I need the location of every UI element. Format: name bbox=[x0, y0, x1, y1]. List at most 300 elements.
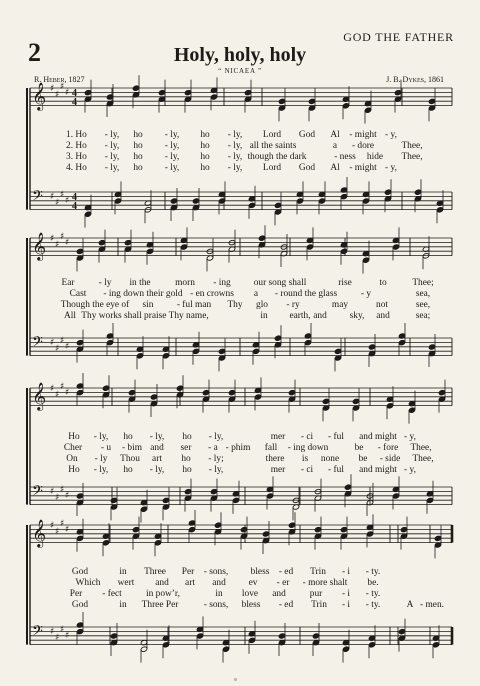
lyric-syllable: sky, bbox=[349, 311, 365, 321]
lyric-syllable: Thee, bbox=[412, 454, 434, 464]
lyric-syllable: ho bbox=[123, 432, 133, 442]
lyric-syllable: Thy bbox=[227, 300, 243, 310]
note-head bbox=[296, 198, 303, 204]
time-signature-top: 4 bbox=[72, 88, 77, 99]
note-head bbox=[322, 398, 329, 404]
lyric-syllable: - er bbox=[276, 578, 290, 588]
treble-clef: 𝄞 bbox=[32, 82, 47, 110]
lyric-syllable: 2. Ho bbox=[66, 141, 87, 151]
lyric-syllable: - ly, bbox=[104, 130, 120, 140]
note-head bbox=[202, 389, 209, 395]
lyric-syllable: All bbox=[64, 311, 76, 321]
lyric-syllable: - y, bbox=[385, 163, 397, 173]
lyric-syllable: Which bbox=[75, 578, 101, 588]
lyric-syllable: Al bbox=[330, 130, 340, 140]
note-head bbox=[394, 89, 401, 95]
sharp-sign: ♯ bbox=[60, 336, 65, 346]
note-head bbox=[184, 89, 191, 95]
lyric-syllable: and bbox=[272, 589, 286, 599]
lyric-syllable: and bbox=[150, 443, 164, 453]
lyric-syllable: not bbox=[376, 300, 388, 310]
lyric-syllable: 3. Ho bbox=[66, 152, 87, 162]
note-head bbox=[398, 339, 405, 345]
note-head bbox=[274, 202, 281, 208]
page-number: 2 bbox=[28, 38, 41, 67]
lyric-syllable: - ful bbox=[328, 465, 344, 475]
composer-credit: J. B. Dykes, 1861 bbox=[386, 75, 444, 84]
note-head bbox=[426, 497, 433, 503]
sharp-sign: ♯ bbox=[50, 487, 55, 497]
lyric-syllable: - ing down bbox=[287, 443, 329, 453]
note-head bbox=[392, 493, 399, 499]
lyric-syllable: Three Per bbox=[141, 600, 179, 610]
lyric-syllable: - u bbox=[100, 443, 112, 453]
note-head bbox=[106, 94, 113, 100]
note-head bbox=[288, 522, 295, 528]
lyric-syllable: mer bbox=[270, 432, 286, 442]
lyric-syllable: - ly, bbox=[164, 141, 180, 151]
note-head bbox=[76, 248, 83, 254]
sharp-sign: ♯ bbox=[65, 196, 70, 206]
lyric-syllable: - ly, bbox=[208, 432, 224, 442]
note-head bbox=[288, 389, 295, 395]
lyric-syllable: - ci bbox=[300, 432, 314, 442]
note-head bbox=[150, 394, 157, 400]
sharp-sign: ♯ bbox=[65, 238, 70, 248]
note-head bbox=[192, 348, 199, 354]
lyric-syllable: ho bbox=[133, 163, 143, 173]
lyric-syllable: - ry bbox=[286, 300, 300, 310]
lyric-syllable: be bbox=[358, 454, 368, 464]
lyric-syllable: all the saints bbox=[249, 141, 297, 151]
bass-clef: 𝄢 bbox=[32, 623, 43, 643]
lyric-syllable: bless bbox=[250, 567, 270, 577]
lyric-syllable: - ly, bbox=[208, 465, 224, 475]
note-head bbox=[106, 339, 113, 345]
lyric-syllable: and bbox=[376, 311, 390, 321]
note-head bbox=[110, 633, 117, 639]
lyric-syllable: pur bbox=[309, 589, 323, 599]
note-head bbox=[214, 522, 221, 528]
lyric-syllable: ho bbox=[133, 152, 143, 162]
composer-year: 1861 bbox=[428, 75, 444, 84]
note-head bbox=[102, 385, 109, 391]
lyric-syllable: art bbox=[185, 578, 195, 588]
lyric-syllable: Lord bbox=[262, 130, 282, 140]
lyric-syllable: - y, bbox=[404, 465, 416, 475]
note-head bbox=[140, 506, 147, 512]
lyric-syllable: - ly, bbox=[149, 432, 165, 442]
lyric-syllable: - round the glass bbox=[274, 289, 338, 299]
lyric-syllable: - ci bbox=[300, 465, 314, 475]
bass-clef: 𝄢 bbox=[32, 334, 43, 354]
note-head bbox=[76, 339, 83, 345]
lyric-syllable: God bbox=[298, 163, 316, 173]
note-head bbox=[110, 497, 117, 503]
note-head bbox=[308, 98, 315, 104]
note-head bbox=[436, 207, 443, 213]
lyric-syllable: ev bbox=[248, 578, 258, 588]
note-head bbox=[76, 389, 83, 395]
lyric-syllable: and bbox=[212, 578, 226, 588]
lyric-syllable: see, bbox=[415, 300, 431, 310]
lyric-syllable: rise bbox=[338, 278, 352, 288]
lyric-syllable: - might bbox=[349, 163, 377, 173]
lyric-syllable: fall bbox=[264, 443, 278, 453]
note-head bbox=[352, 398, 359, 404]
lyric-syllable: - ty. bbox=[365, 600, 381, 610]
composer-name: J. B. Dykes bbox=[386, 75, 424, 84]
sharp-sign: ♯ bbox=[50, 627, 55, 637]
note-head bbox=[84, 89, 91, 95]
lyric-syllable: Trin bbox=[310, 567, 326, 577]
lyric-syllable: and might bbox=[359, 465, 397, 475]
note-head bbox=[170, 198, 177, 204]
lyric-syllable: 4. Ho bbox=[66, 163, 87, 173]
lyric-syllable: Thee, bbox=[401, 141, 423, 151]
sharp-sign: ♯ bbox=[55, 527, 60, 537]
note-head bbox=[392, 244, 399, 250]
treble-clef: 𝄞 bbox=[32, 382, 47, 410]
lyric-syllable: hide bbox=[366, 152, 384, 162]
time-signature-bottom: 4 bbox=[72, 201, 77, 212]
note-head bbox=[438, 389, 445, 395]
lyric-syllable: - y, bbox=[385, 130, 397, 140]
lyric-syllable: - y, bbox=[404, 432, 416, 442]
note-head bbox=[340, 526, 347, 532]
note-head bbox=[252, 348, 259, 354]
lyric-syllable: - ly, bbox=[149, 465, 165, 475]
sharp-sign: ♯ bbox=[55, 344, 60, 354]
tune-name: “ NICAEA ” bbox=[218, 67, 262, 75]
note-head bbox=[428, 344, 435, 350]
lyric-syllable: morn bbox=[175, 278, 195, 288]
note-head bbox=[76, 493, 83, 499]
lyric-syllable: glo bbox=[256, 300, 268, 310]
sharp-sign: ♯ bbox=[50, 338, 55, 348]
note-head bbox=[258, 235, 265, 241]
lyric-syllable: - ly, bbox=[227, 141, 243, 151]
note-head bbox=[262, 531, 269, 537]
note-head bbox=[222, 646, 229, 652]
sharp-sign: ♯ bbox=[60, 519, 65, 529]
note-head bbox=[76, 535, 83, 541]
lyric-syllable: love bbox=[241, 589, 259, 599]
note-head bbox=[266, 493, 273, 499]
note-head bbox=[240, 526, 247, 532]
lyric-syllable: ser bbox=[180, 443, 192, 453]
note-head bbox=[76, 628, 83, 634]
note-head bbox=[146, 248, 153, 254]
note-head bbox=[274, 335, 281, 341]
lyric-syllable: Ho bbox=[68, 432, 80, 442]
note-head bbox=[384, 189, 391, 195]
lyric-syllable: Ear bbox=[61, 278, 75, 288]
lyric-syllable: Al bbox=[330, 163, 340, 173]
note-head bbox=[162, 353, 169, 359]
lyric-syllable: Thee; bbox=[412, 278, 434, 288]
lyric-syllable: in bbox=[119, 567, 127, 577]
note-head bbox=[306, 244, 313, 250]
note-head bbox=[114, 198, 121, 204]
lyric-syllable: - en crowns bbox=[190, 289, 234, 299]
lyric-syllable: in bbox=[119, 600, 127, 610]
lyric-syllable: be bbox=[354, 443, 364, 453]
note-head bbox=[132, 85, 139, 91]
lyric-syllable: ho bbox=[133, 141, 143, 151]
lyric-syllable: ho bbox=[133, 130, 143, 140]
lyric-syllable: bless bbox=[241, 600, 261, 610]
lyric-syllable: God bbox=[71, 567, 89, 577]
lyric-syllable: ho bbox=[200, 152, 210, 162]
lyric-syllable: - ly, bbox=[164, 163, 180, 173]
lyric-syllable: - ly, bbox=[164, 152, 180, 162]
lyric-syllable: - bim bbox=[121, 443, 143, 453]
note-head bbox=[154, 540, 161, 546]
lyric-syllable: Per bbox=[181, 567, 195, 577]
lyric-syllable: ho bbox=[182, 465, 192, 475]
lyric-syllable: mer bbox=[270, 465, 286, 475]
treble-clef: 𝄞 bbox=[32, 519, 47, 547]
note-head bbox=[312, 633, 319, 639]
note-head bbox=[232, 497, 239, 503]
lyric-syllable: - fect bbox=[102, 589, 122, 599]
lyric-syllable: - sons, bbox=[203, 567, 229, 577]
sharp-sign: ♯ bbox=[60, 82, 65, 92]
lyric-syllable: - y bbox=[360, 289, 372, 299]
note-head bbox=[176, 385, 183, 391]
note-head bbox=[218, 348, 225, 354]
note-head bbox=[184, 488, 191, 494]
note-head bbox=[398, 628, 405, 634]
note-head bbox=[162, 642, 169, 648]
bass-clef: 𝄢 bbox=[32, 188, 43, 208]
lyric-syllable: - side bbox=[379, 454, 401, 464]
sharp-sign: ♯ bbox=[65, 342, 70, 352]
lyric-syllable: ho bbox=[200, 130, 210, 140]
note-head bbox=[432, 642, 439, 648]
lyric-syllable: God bbox=[298, 130, 316, 140]
sharp-sign: ♯ bbox=[55, 390, 60, 400]
lyric-syllable: 1. Ho bbox=[66, 130, 87, 140]
lyric-syllable: - i bbox=[341, 567, 351, 577]
note-head bbox=[162, 497, 169, 503]
lyric-syllable: in pow’r, bbox=[146, 589, 180, 599]
lyric-syllable: Trin bbox=[311, 600, 327, 610]
note-head bbox=[98, 239, 105, 245]
lyric-syllable: in the bbox=[129, 278, 151, 288]
lyric-syllable: - ness bbox=[334, 152, 356, 162]
lyric-syllable: sin bbox=[142, 300, 154, 310]
lyric-syllable: - ly bbox=[94, 454, 108, 464]
lyric-syllable: though the dark bbox=[247, 152, 307, 162]
note-head bbox=[362, 257, 369, 263]
lyric-syllable: Ho bbox=[68, 465, 80, 475]
note-head bbox=[124, 239, 131, 245]
note-head bbox=[196, 633, 203, 639]
lyric-syllable: - ly, bbox=[104, 152, 120, 162]
note-head bbox=[342, 646, 349, 652]
lyric-syllable: - ty. bbox=[365, 589, 381, 599]
note-head bbox=[368, 344, 375, 350]
lyric-syllable: ho bbox=[182, 432, 192, 442]
lyric-syllable: Thee, bbox=[410, 443, 432, 453]
lyric-syllable: Cher bbox=[63, 443, 83, 453]
note-head bbox=[248, 637, 255, 643]
note-head bbox=[428, 98, 435, 104]
note-head bbox=[180, 244, 187, 250]
note-head bbox=[408, 407, 415, 413]
lyric-syllable: - ly, bbox=[227, 163, 243, 173]
lyric-syllable: Thou bbox=[120, 454, 140, 464]
lyric-syllable: ho bbox=[200, 163, 210, 173]
sharp-sign: ♯ bbox=[55, 633, 60, 643]
note-head bbox=[400, 526, 407, 532]
lyric-syllable: earth, bbox=[289, 311, 311, 321]
lyric-syllable: sea; bbox=[415, 311, 431, 321]
lyric-syllable: ho bbox=[181, 454, 191, 464]
note-head bbox=[128, 389, 135, 395]
note-head bbox=[248, 202, 255, 208]
lyric-syllable: Thee, bbox=[401, 152, 423, 162]
note-head bbox=[340, 248, 347, 254]
lyric-syllable: On bbox=[66, 454, 78, 464]
page-mark bbox=[234, 678, 237, 681]
note-head bbox=[188, 526, 195, 532]
note-head bbox=[218, 198, 225, 204]
note-head bbox=[366, 531, 373, 537]
note-head bbox=[344, 484, 351, 490]
lyric-syllable: - more shalt bbox=[302, 578, 348, 588]
note-head bbox=[102, 540, 109, 546]
author-name: R. Heber bbox=[34, 75, 65, 84]
sharp-sign: ♯ bbox=[60, 485, 65, 495]
note-head bbox=[304, 339, 311, 345]
lyric-syllable: - ly bbox=[98, 278, 112, 288]
note-head bbox=[414, 189, 421, 195]
lyric-syllable: - sons, bbox=[203, 600, 229, 610]
lyric-syllable: and bbox=[313, 311, 327, 321]
note-head bbox=[364, 107, 371, 113]
lyric-syllable: - ly, bbox=[227, 152, 243, 162]
time-signature-top: 4 bbox=[72, 192, 77, 203]
sharp-sign: ♯ bbox=[55, 198, 60, 208]
note-head bbox=[342, 103, 349, 109]
sharp-sign: ♯ bbox=[65, 631, 70, 641]
lyric-syllable: be. bbox=[367, 578, 379, 588]
sharp-sign: ♯ bbox=[60, 382, 65, 392]
note-head bbox=[362, 198, 369, 204]
note-head bbox=[254, 394, 261, 400]
lyric-syllable: - ful bbox=[328, 432, 344, 442]
lyric-syllable: to bbox=[379, 278, 387, 288]
lyric-syllable: - i bbox=[341, 600, 351, 610]
lyric-syllable: our song shall bbox=[253, 278, 307, 288]
lyric-syllable: Lord bbox=[262, 163, 282, 173]
lyric-syllable: is bbox=[301, 454, 309, 464]
lyric-syllable: - ed bbox=[278, 600, 294, 610]
lyric-syllable: in bbox=[260, 311, 268, 321]
sharp-sign: ♯ bbox=[50, 384, 55, 394]
lyric-syllable: - ly, bbox=[104, 163, 120, 173]
sharp-sign: ♯ bbox=[60, 232, 65, 242]
lyric-syllable: a bbox=[332, 141, 338, 151]
lyric-syllable: in bbox=[215, 589, 223, 599]
note-head bbox=[140, 646, 147, 652]
lyric-syllable: Thy works shall praise Thy name, bbox=[81, 311, 209, 321]
note-head bbox=[278, 633, 285, 639]
lyric-syllable: - ing bbox=[213, 278, 231, 288]
lyric-syllable: ho bbox=[200, 141, 210, 151]
note-head bbox=[334, 348, 341, 354]
lyric-syllable: - ly, bbox=[227, 130, 243, 140]
lyric-syllable: - phim bbox=[225, 443, 251, 453]
note-head bbox=[192, 198, 199, 204]
lyric-syllable: - ful man bbox=[176, 300, 212, 310]
note-head bbox=[210, 94, 217, 100]
lyric-syllable: - might bbox=[349, 130, 377, 140]
lyric-syllable: a bbox=[253, 289, 259, 299]
lyric-syllable: God bbox=[71, 600, 89, 610]
sharp-sign: ♯ bbox=[65, 88, 70, 98]
lyric-syllable: there bbox=[265, 454, 285, 464]
lyric-syllable: ho bbox=[123, 465, 133, 475]
lyric-syllable: - fore bbox=[377, 443, 399, 453]
lyric-syllable: - i bbox=[341, 589, 351, 599]
section-title: GOD THE FATHER bbox=[343, 30, 454, 44]
lyric-syllable: sea, bbox=[415, 289, 431, 299]
lyric-syllable: Three bbox=[144, 567, 166, 577]
sharp-sign: ♯ bbox=[55, 493, 60, 503]
note-head bbox=[278, 98, 285, 104]
lyric-syllable: - ly, bbox=[93, 465, 109, 475]
lyric-syllable: - ty. bbox=[365, 567, 381, 577]
lyric-syllable: may bbox=[331, 300, 349, 310]
lyric-syllable: - a bbox=[208, 443, 218, 453]
note-head bbox=[228, 389, 235, 395]
lyric-syllable: A bbox=[406, 600, 414, 610]
author-year: 1827 bbox=[68, 75, 85, 84]
hymn-title: Holy, holy, holy bbox=[173, 44, 307, 66]
note-head bbox=[314, 526, 321, 532]
bass-clef: 𝄢 bbox=[32, 483, 43, 503]
sharp-sign: ♯ bbox=[65, 491, 70, 501]
note-head bbox=[84, 211, 91, 217]
sharp-sign: ♯ bbox=[60, 625, 65, 635]
lyric-syllable: art bbox=[152, 454, 162, 464]
lyric-syllable: - ed bbox=[278, 567, 294, 577]
sharp-sign: ♯ bbox=[55, 90, 60, 100]
note-head bbox=[132, 526, 139, 532]
note-head bbox=[368, 642, 375, 648]
sharp-sign: ♯ bbox=[50, 234, 55, 244]
lyric-syllable: - men. bbox=[420, 600, 444, 610]
time-signature-bottom: 4 bbox=[72, 97, 77, 108]
sharp-sign: ♯ bbox=[55, 240, 60, 250]
lyric-syllable: Though the eye of bbox=[60, 300, 130, 310]
lyric-syllable: Per bbox=[69, 589, 83, 599]
treble-clef: 𝄞 bbox=[32, 232, 47, 260]
lyric-syllable: and bbox=[155, 578, 169, 588]
note-head bbox=[386, 403, 393, 409]
note-head bbox=[318, 198, 325, 204]
note-head bbox=[434, 535, 441, 541]
lyric-syllable: - ly, bbox=[164, 130, 180, 140]
lyric-syllable: - ing down their gold bbox=[103, 289, 183, 299]
sharp-sign: ♯ bbox=[65, 388, 70, 398]
note-head bbox=[210, 488, 217, 494]
lyric-syllable: - ly, bbox=[93, 432, 109, 442]
